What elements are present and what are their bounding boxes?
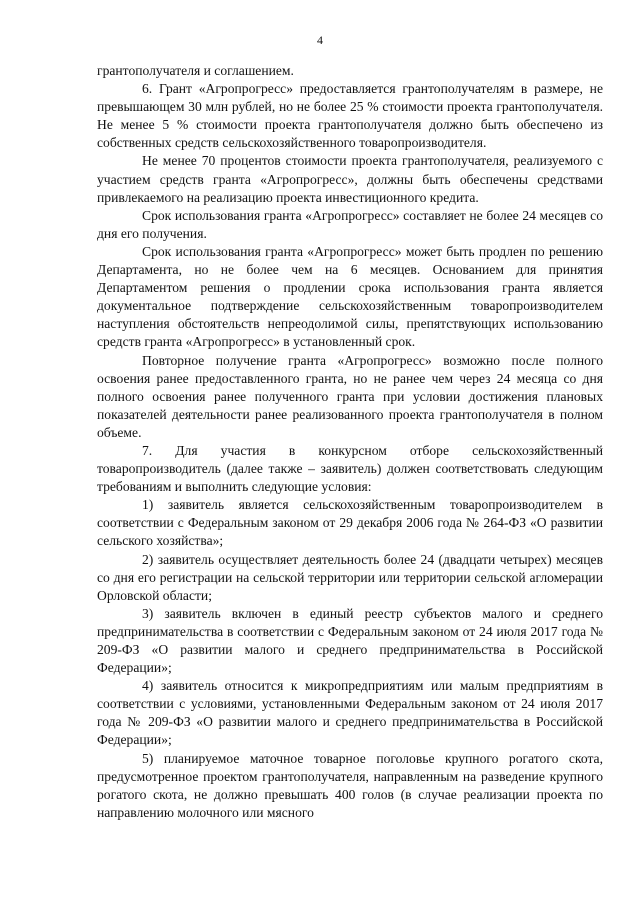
paragraph-continuation: грантополучателя и соглашением. [97,63,294,78]
paragraph-7-requirements: 7. Для участия в конкурсном отборе сельскохозяйственный товаропроизводитель (далее также – заявитель) должен соответствовать следующим требованиям и выполнить следующие условия: [97,442,603,495]
requirement-item-4: 4) заявитель относится к микропредприятиям или малым предприятиям в соответствии с условиями, установленными Федеральным законом от 24 июля 2017 года № 209-ФЗ «О развитии малого и среднего предпринимательства в Российской Федерации»; [97,678,603,748]
paragraph-grant-term: Срок использования гранта «Агропрогресс» составляет не более 24 месяцев со дня его получения. [97,207,603,241]
paragraph-6-grant-amount: 6. Грант «Агропрогресс» предоставляется грантополучателям в размере, не превышающем 30 млн рублей, но не более 25 % стоимости проекта грантополучателя. Не менее 5 % стоимости проекта грантополучателя должно быть обеспечено из собственных средств сельскохозяйственного товаропроизводителя. [97,81,603,151]
requirement-item-2: 2) заявитель осуществляет деятельность более 24 (двадцати четырех) месяцев со дня его регистрации на сельской территории или территории сельской агломерации Орловской области; [97,551,603,603]
paragraph-credit-share: Не менее 70 процентов стоимости проекта грантополучателя, реализуемого с участием средств гранта «Агропрогресс», должны быть обеспечены средствами привлекаемого на реализацию проекта инвестиционного кредита. [97,153,603,205]
paragraph-repeat-grant: Повторное получение гранта «Агропрогресс» возможно после полного освоения ранее предоставленного гранта, но не ранее чем через 24 месяца со дня полного освоения ранее полученного гранта при условии достижения плановых показателей деятельности ранее реализованного проекта грантополучателя в полном объеме. [97,352,603,440]
page-number: 4 [317,33,323,47]
paragraph-term-extension: Срок использования гранта «Агропрогресс» может быть продлен по решению Департамента, но не более чем на 6 месяцев. Основанием для принятия Департаментом решения о продлении срока использования гранта является документальное подтверждение сельскохозяйственным товаропроизводителем наступления обстоятельств непреодолимой силы, препятствующих использованию средств гранта «Агропрогресс» в установленный срок. [97,243,603,350]
requirement-item-1: 1) заявитель является сельскохозяйственным товаропроизводителем в соответствии с Федеральным законом от 29 декабря 2006 года № 264-ФЗ «О развитии сельского хозяйства»; [97,497,603,549]
requirement-item-3: 3) заявитель включен в единый реестр субъектов малого и среднего предпринимательства в соответствии с Федеральным законом от 24 июля 2017 года № 209-ФЗ «О развитии малого и среднего предпринимательства в Российской Федерации»; [97,605,603,676]
document-body [97,62,603,822]
requirement-item-5: 5) планируемое маточное товарное поголовье крупного рогатого скота, предусмотренное проектом грантополучателя, направленным на разведение крупного рогатого скота, не должно превышать 400 голов (в случае реализации проекта по направлению молочного или мясного [97,750,603,820]
